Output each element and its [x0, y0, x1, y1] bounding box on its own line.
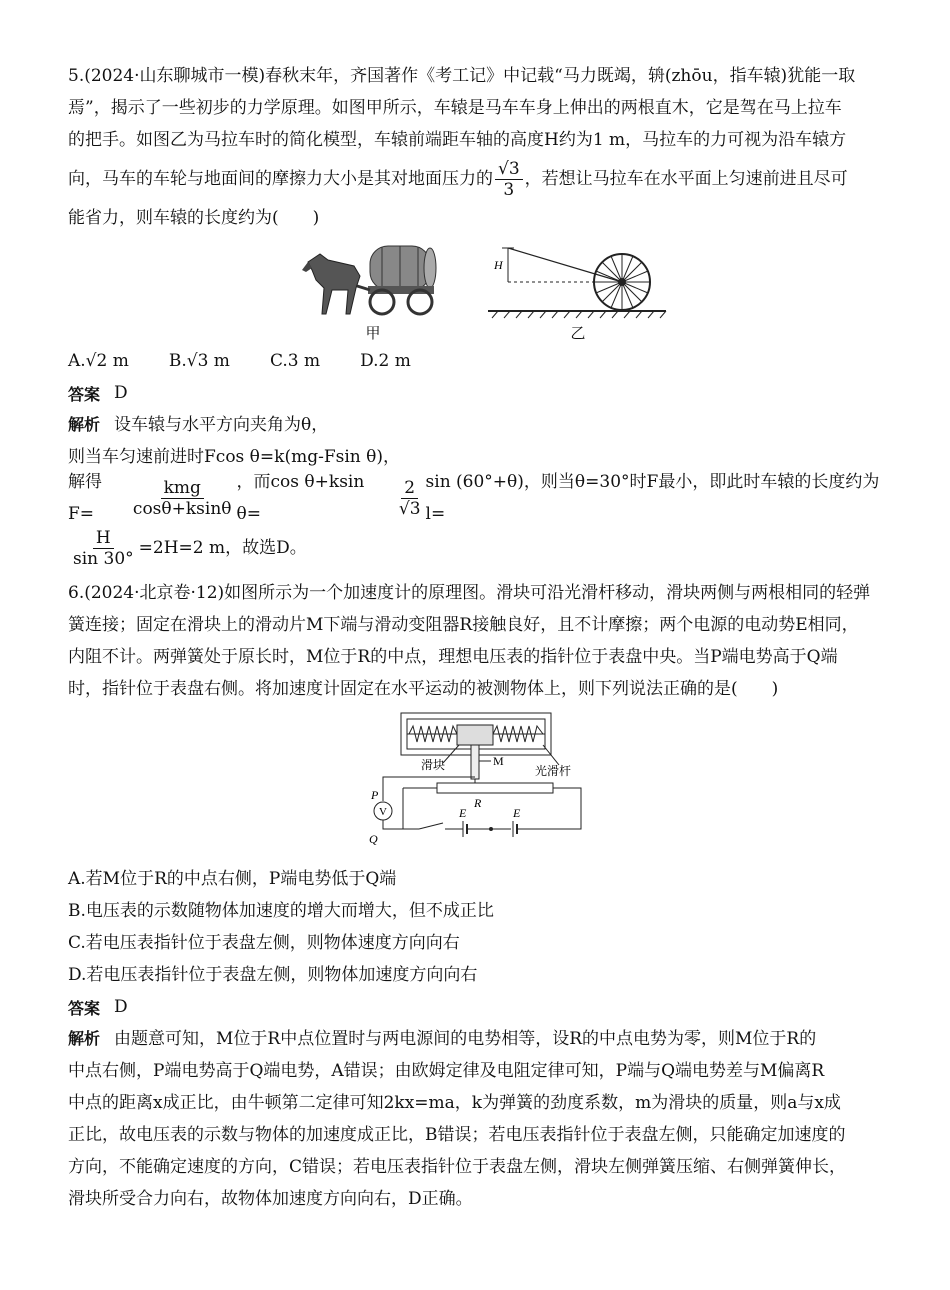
q6-solution-line: 解析 由题意可知，M位于R中点位置时与两电源间的电势相等，设R的中点电势为零，则M位于R的: [68, 1023, 898, 1055]
e1-label: E: [459, 806, 467, 820]
cart-model-diagram: [488, 240, 668, 320]
q6-solution-line: 中点右侧，P端电势高于Q端电势，A错误；由欧姆定律及电阻定律可知，P端与Q端电势差与M偏离R: [68, 1061, 825, 1081]
q5-solution-line: 解析 设车辕与水平方向夹角为θ，: [68, 409, 898, 441]
answer-tag: 答案: [68, 998, 101, 1018]
q5-options: [68, 345, 898, 377]
m-label: M: [493, 754, 504, 768]
figure-caption: 甲: [365, 324, 381, 342]
q5-stem-line: 焉”，揭示了一些初步的力学原理。如图甲所示，车辕是马车车身上伸出的两根直木，它是驾在马上拉车: [68, 98, 842, 118]
q6-figure: [68, 711, 898, 861]
option-c: C.若电压表指针位于表盘左侧，则物体速度方向向右: [68, 933, 460, 953]
fraction: $\frac{H}{\sin 30^\circ}$: [73, 527, 134, 569]
solution-tag: 解析: [68, 415, 101, 434]
q5-figures: [68, 240, 898, 343]
q6-stem-line: 内阻不计。两弹簧处于原长时，M位于R的中点，理想电压表的指针位于表盘中央。当P端电势高于Q端: [68, 647, 838, 667]
q5-stem-line: 的把手。如图乙为马拉车时的简化模型，车辕前端距车轴的高度H约为1 m，马拉车的力可视为沿车辕方: [68, 130, 847, 150]
q5-stem-line: 5.(2024·山东聊城市一模)春秋末年，齐国著作《考工记》中记载“马力既竭，辀(zhōu，指车辕)犹能一取: [68, 66, 856, 86]
q6-stem-line: 6.(2024·北京卷·12)如图所示为一个加速度计的原理图。滑块可沿光滑杆移动，滑块两侧与两根相同的轻弹: [68, 583, 871, 603]
rod-label: 光滑杆: [535, 764, 572, 778]
q-label: Q: [369, 832, 378, 846]
answer-tag: 答案: [68, 384, 101, 404]
fraction: $\frac{\text{kmg}}{\cos\theta+ksin\theta}$: [132, 477, 232, 519]
p-label: P: [371, 788, 379, 802]
q6-stem-line: 簧连接；固定在滑块上的滑动片M下端与滑动变阻器R接触良好，且不计摩擦；两个电源的电动势E相同，: [68, 615, 859, 635]
answer-value: D: [114, 383, 128, 403]
figure-jia: [298, 240, 448, 343]
q6-solution-line: 中点的距离x成正比，由牛顿第二定律可知2kx=ma，k为弹簧的劲度系数，m为滑块的质量，则a与x成: [68, 1093, 841, 1113]
answer-value: D: [114, 997, 128, 1017]
accelerometer-circuit-diagram: [363, 711, 603, 861]
option-b: B.电压表的示数随物体加速度的增大而增大，但不成正比: [68, 901, 494, 921]
slider-label: 滑块: [421, 758, 446, 772]
option-d: D.2 m: [360, 351, 411, 371]
option-a: A.若M位于R的中点右侧，P端电势低于Q端: [68, 869, 397, 889]
q5-answer: [68, 377, 898, 409]
r-label: R: [474, 796, 482, 810]
solution-tag: 解析: [68, 1029, 101, 1048]
q6-answer: [68, 991, 898, 1023]
e2-label: E: [513, 806, 521, 820]
q5-solution-line: $\frac{H}{\sin 30^\circ}$ =2H=2 m，故选D。: [68, 523, 898, 573]
q5-stem-line: 向，马车的车轮与地面间的摩擦力大小是其对地面压力的 $\frac{√3}{3}$ ，若想让马拉车在水平面上匀速前进且尽可: [68, 158, 848, 200]
option-a: A.√2 m: [68, 351, 129, 371]
document-page: [68, 60, 898, 1215]
q5-solution-line: 则当车匀速前进时Fcos θ=k(mg-Fsin θ)，: [68, 447, 401, 467]
q6-solution-line: 滑块所受合力向右，故物体加速度方向向右，D正确。: [68, 1189, 473, 1209]
horse-cart-illustration: [298, 240, 448, 320]
question-5: [68, 60, 898, 573]
figure-yi: [488, 240, 668, 343]
question-6: [68, 577, 898, 1215]
q5-stem-line: 能省力，则车辕的长度约为( ): [68, 208, 320, 228]
voltmeter-label: V: [379, 806, 387, 818]
option-c: C.3 m: [269, 351, 321, 371]
q6-solution-line: 方向，不能确定速度的方向，C错误；若电压表指针位于表盘左侧，滑块左侧弹簧压缩、右侧弹簧伸长，: [68, 1157, 847, 1177]
fraction: $\frac{√3}{3}$: [495, 159, 523, 200]
height-label: H: [494, 258, 503, 272]
q5-solution-line: 解得F= $\frac{\text{kmg}}{\cos\theta+ksin\theta}$ ，而cos θ+ksin θ= $\frac{2}{√3}$ sin (60°+θ)，则当θ=30°时F最小，即此时车辕的长度约为l=: [68, 472, 880, 524]
option-b: B.√3 m: [168, 351, 230, 371]
figure-caption: 乙: [570, 324, 586, 342]
q6-solution-line: 正比，故电压表的示数与物体的加速度成正比，B错误；若电压表指针位于表盘左侧，只能确定加速度的: [68, 1125, 846, 1145]
option-d: D.若电压表指针位于表盘左侧，则物体加速度方向向右: [68, 965, 478, 985]
fraction: $\frac{2}{√3}$: [398, 477, 421, 519]
q6-stem-line: 时，指针位于表盘右侧。将加速度计固定在水平运动的被测物体上，则下列说法正确的是( ): [68, 679, 779, 699]
